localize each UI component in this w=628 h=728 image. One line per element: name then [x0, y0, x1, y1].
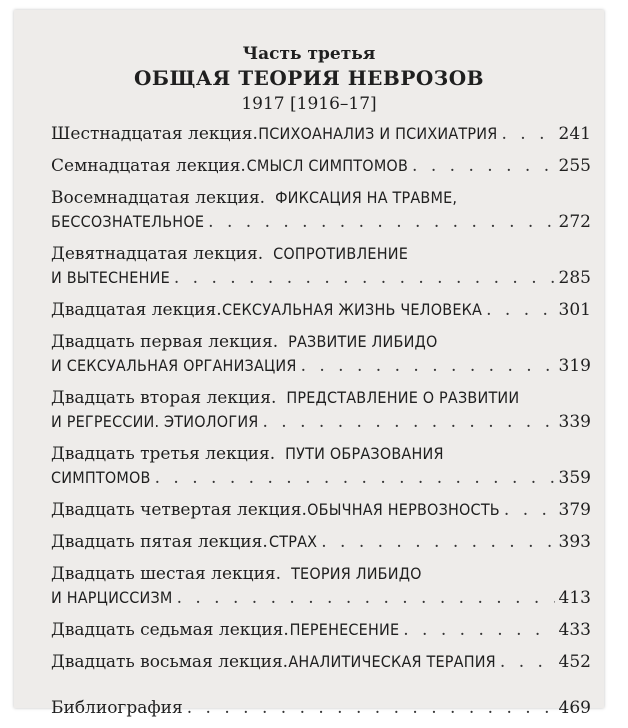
lecture-title: ПУТИ ОБРАЗОВАНИЯ	[285, 444, 444, 463]
toc-line	[51, 386, 591, 410]
lecture-title: И СЕКСУАЛЬНАЯ ОРГАНИЗАЦИЯ	[51, 356, 297, 375]
page-number: 379	[558, 500, 591, 520]
lecture-title: ТЕОРИЯ ЛИБИДО	[291, 564, 422, 583]
lecture-title: И ВЫТЕСНЕНИЕ	[51, 268, 170, 287]
toc-line	[51, 354, 591, 378]
toc-line	[51, 498, 591, 522]
toc-line	[51, 122, 591, 146]
toc-entry[interactable]	[51, 650, 591, 674]
lecture-number: Шестнадцатая лекция.	[51, 124, 258, 144]
part-years: 1917 [1916–17]	[241, 94, 377, 114]
toc-line	[51, 586, 591, 610]
lecture-number: Двадцать четвертая лекция.	[51, 500, 307, 520]
toc-entry[interactable]	[51, 330, 591, 378]
lecture-number: Семнадцатая лекция.	[51, 156, 246, 176]
dot-leader	[504, 498, 555, 522]
lecture-number: Двадцать седьмая лекция.	[51, 620, 289, 640]
lecture-number: Девятнадцатая лекция.	[51, 244, 264, 264]
dot-leader	[501, 122, 554, 146]
lecture-title: И РЕГРЕССИИ. ЭТИОЛОГИЯ	[51, 412, 259, 431]
page-number: 339	[558, 412, 591, 432]
lecture-title: СТРАХ	[268, 532, 318, 551]
page-number: 393	[558, 532, 591, 552]
dot-leader	[403, 618, 554, 642]
page-number: 285	[558, 268, 591, 288]
dot-leader	[301, 354, 555, 378]
page-number: 319	[558, 356, 591, 376]
dot-leader	[208, 210, 554, 234]
toc-line	[51, 298, 591, 322]
toc-entry-bibliography[interactable]	[51, 696, 591, 720]
toc-line	[51, 210, 591, 234]
toc-line	[51, 186, 591, 210]
lecture-title: СЕКСУАЛЬНАЯ ЖИЗНЬ ЧЕЛОВЕКА	[221, 300, 483, 319]
page-number: 469	[558, 698, 591, 718]
toc-line	[51, 562, 591, 586]
toc-line	[51, 696, 591, 720]
toc-entry[interactable]	[51, 530, 591, 554]
page-number: 413	[558, 588, 591, 608]
toc-line	[51, 154, 591, 178]
toc-line	[51, 266, 591, 290]
page-number: 241	[558, 124, 591, 144]
lecture-number: Двадцать восьмая лекция.	[51, 652, 289, 672]
toc-line	[51, 466, 591, 490]
lecture-number: Двадцать пятая лекция.	[51, 532, 268, 552]
page-number: 359	[558, 468, 591, 488]
toc-line	[51, 410, 591, 434]
part-label: Часть третья	[242, 44, 376, 64]
lecture-title: БЕССОЗНАТЕЛЬНОЕ	[51, 212, 205, 231]
toc-entry[interactable]	[51, 298, 591, 322]
lecture-title: ОБЫЧНАЯ НЕРВОЗНОСТЬ	[307, 500, 500, 519]
dot-leader	[155, 466, 555, 490]
dot-leader	[263, 410, 555, 434]
dot-leader	[500, 650, 555, 674]
toc-line	[51, 530, 591, 554]
lecture-title: ФИКСАЦИЯ НА ТРАВМЕ,	[275, 188, 458, 207]
toc-entry[interactable]	[51, 562, 591, 610]
bibliography-label: Библиография	[51, 698, 183, 718]
lecture-title: ПСИХОАНАЛИЗ И ПСИХИАТРИЯ	[258, 124, 498, 143]
toc-entry[interactable]	[51, 386, 591, 434]
book-page	[14, 10, 604, 718]
lecture-number: Двадцать третья лекция.	[51, 444, 276, 464]
part-title: ОБЩАЯ ТЕОРИЯ НЕВРОЗОВ	[133, 66, 485, 90]
lecture-number: Двадцать шестая лекция.	[51, 564, 282, 584]
page-number: 433	[558, 620, 591, 640]
toc-line	[51, 618, 591, 642]
table-of-contents	[51, 122, 591, 728]
lecture-title: АНАЛИТИЧЕСКАЯ ТЕРАПИЯ	[288, 652, 496, 671]
lecture-title: СОПРОТИВЛЕНИЕ	[273, 244, 408, 263]
toc-line	[51, 442, 591, 466]
toc-entry[interactable]	[51, 186, 591, 234]
page-number: 255	[558, 156, 591, 176]
lecture-title: ПЕРЕНЕСЕНИЕ	[289, 620, 400, 639]
toc-entry[interactable]	[51, 154, 591, 178]
dot-leader	[187, 696, 555, 720]
toc-entry[interactable]	[51, 242, 591, 290]
dot-leader	[177, 586, 555, 610]
dot-leader	[174, 266, 555, 290]
toc-line	[51, 650, 591, 674]
lecture-number: Двадцатая лекция.	[51, 300, 222, 320]
toc-line	[51, 330, 591, 354]
lecture-number: Двадцать первая лекция.	[51, 332, 279, 352]
dot-leader	[412, 154, 555, 178]
toc-entry[interactable]	[51, 122, 591, 146]
dot-leader	[321, 530, 554, 554]
page-number: 301	[558, 300, 591, 320]
dot-leader	[486, 298, 554, 322]
lecture-number: Двадцать вторая лекция.	[51, 388, 277, 408]
section-gap	[51, 682, 591, 696]
toc-entry[interactable]	[51, 442, 591, 490]
page-number: 452	[558, 652, 591, 672]
lecture-title: СИМПТОМОВ	[51, 468, 151, 487]
lecture-title: ПРЕДСТАВЛЕНИЕ О РАЗВИТИИ	[286, 388, 520, 407]
lecture-number: Восемнадцатая лекция.	[51, 188, 266, 208]
lecture-title: РАЗВИТИЕ ЛИБИДО	[288, 332, 438, 351]
lecture-title: СМЫСЛ СИМПТОМОВ	[246, 156, 409, 175]
lecture-title: И НАРЦИССИЗМ	[51, 588, 173, 607]
toc-entry[interactable]	[51, 498, 591, 522]
toc-entry[interactable]	[51, 618, 591, 642]
page-number: 272	[558, 212, 591, 232]
toc-line	[51, 242, 591, 266]
